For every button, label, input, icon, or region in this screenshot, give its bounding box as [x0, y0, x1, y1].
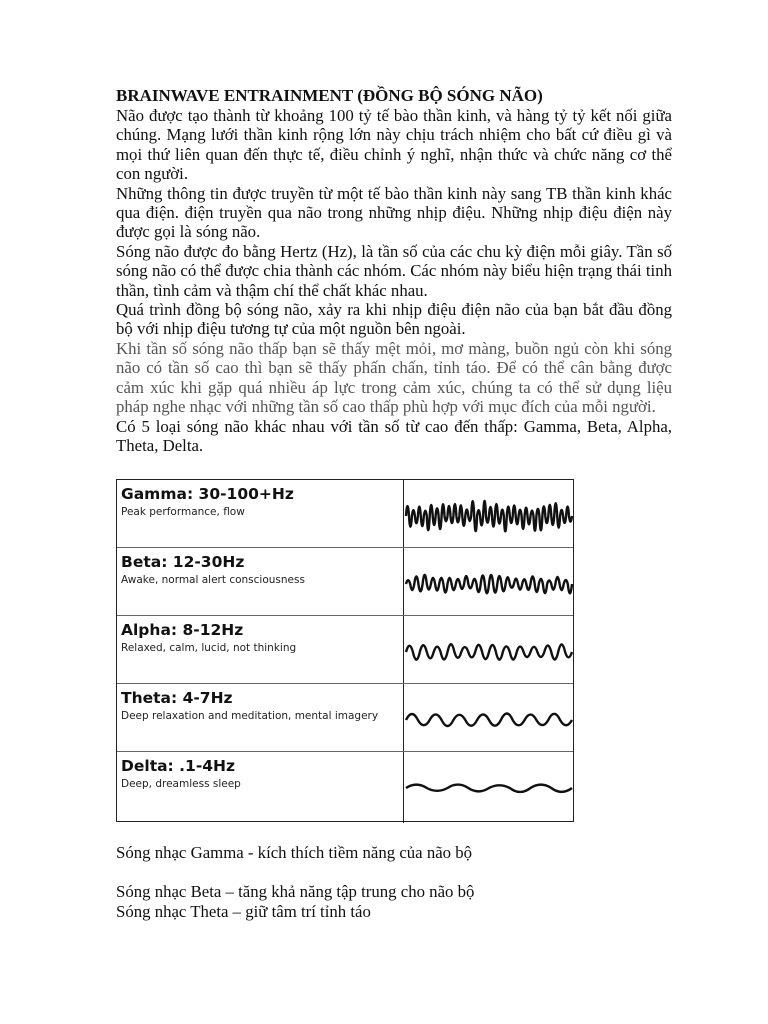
table-row-theta: [117, 684, 573, 752]
table-row-gamma: [117, 480, 573, 548]
gamma-wave-graphic: [404, 480, 574, 548]
band-description: Relaxed, calm, lucid, not thinking: [121, 642, 297, 654]
table-row-delta: [117, 752, 573, 823]
brainwave-table: [116, 479, 574, 822]
paragraph-transmission: Những thông tin được truyền từ một tế bào thần kinh này sang TB thần kinh khác qua điện. điện truyền qua não trong những nhịp điệu. Những nhịp điệu điện này được gọi là sóng não.: [116, 183, 672, 242]
music-line-theta: Sóng nhạc Theta – giữ tâm trí tỉnh táo: [116, 902, 371, 921]
delta-wave-graphic: [404, 752, 574, 820]
paragraph-five-types: Có 5 loại sóng não khác nhau với tần số từ cao đến thấp: Gamma, Beta, Alpha, Theta, Delta.: [116, 416, 672, 455]
alpha-wave-graphic: [404, 616, 574, 684]
paragraph-intro: Não được tạo thành từ khoảng 100 tỷ tế bào thần kinh, và hàng tỷ tỷ kết nối giữa chúng. Mạng lưới thần kinh rộng lớn này chịu trách nhiệm cho bất cứ điều gì và mọi thứ liên quan đến thực tế, điều chỉnh ý nghĩ, nhận thức và chức năng cơ thể con người.: [116, 106, 672, 184]
document-title: BRAINWAVE ENTRAINMENT (ĐỒNG BỘ SÓNG NÃO): [116, 86, 543, 105]
band-label: Gamma: 30-100+Hz: [121, 485, 294, 503]
paragraph-entrainment: Quá trình đồng bộ sóng não, xảy ra khi nhịp điệu điện não của bạn bắt đầu đồng bộ với nhịp điệu tương tự của một nguồn bên ngoài.: [116, 300, 672, 339]
table-row-beta: [117, 548, 573, 616]
band-label: Alpha: 8-12Hz: [121, 621, 244, 639]
beta-wave-graphic: [404, 548, 574, 616]
band-description: Awake, normal alert consciousness: [121, 574, 305, 586]
band-description: Deep relaxation and meditation, mental imagery: [121, 710, 379, 722]
music-line-gamma: Sóng nhạc Gamma - kích thích tiềm năng của não bộ: [116, 843, 473, 862]
music-section: [116, 843, 672, 922]
theta-wave-graphic: [404, 684, 574, 752]
paragraph-frequency-effects: Khi tần số sóng não thấp bạn sẽ thấy mệt mỏi, mơ màng, buồn ngủ còn khi sóng não có tần số cao thì bạn sẽ thấy phấn chấn, tỉnh táo. Để có thể cân bằng được cảm xúc khi gặp quá nhiều áp lực trong cảm xúc, chúng ta có thể sử dụng liệu pháp nghe nhạc với những tần số cao thấp phù hợp với mục đích của mỗi người.: [116, 338, 672, 417]
table-row-alpha: [117, 616, 573, 684]
band-label: Delta: .1-4Hz: [121, 757, 236, 775]
paragraph-hertz: Sóng não được đo bằng Hertz (Hz), là tần số của các chu kỳ điện mỗi giây. Tần số sóng não có thể được chia thành các nhóm. Các nhóm này biểu hiện trạng thái tinh thần, tình cảm và thậm chí thể chất khác nhau.: [116, 241, 672, 300]
band-description: Peak performance, flow: [121, 506, 245, 518]
music-line-beta: Sóng nhạc Beta – tăng khả năng tập trung cho não bộ: [116, 882, 475, 901]
band-label: Theta: 4-7Hz: [121, 689, 233, 707]
band-label: Beta: 12-30Hz: [121, 553, 245, 571]
band-description: Deep, dreamless sleep: [121, 778, 241, 790]
document-body: [116, 86, 672, 455]
